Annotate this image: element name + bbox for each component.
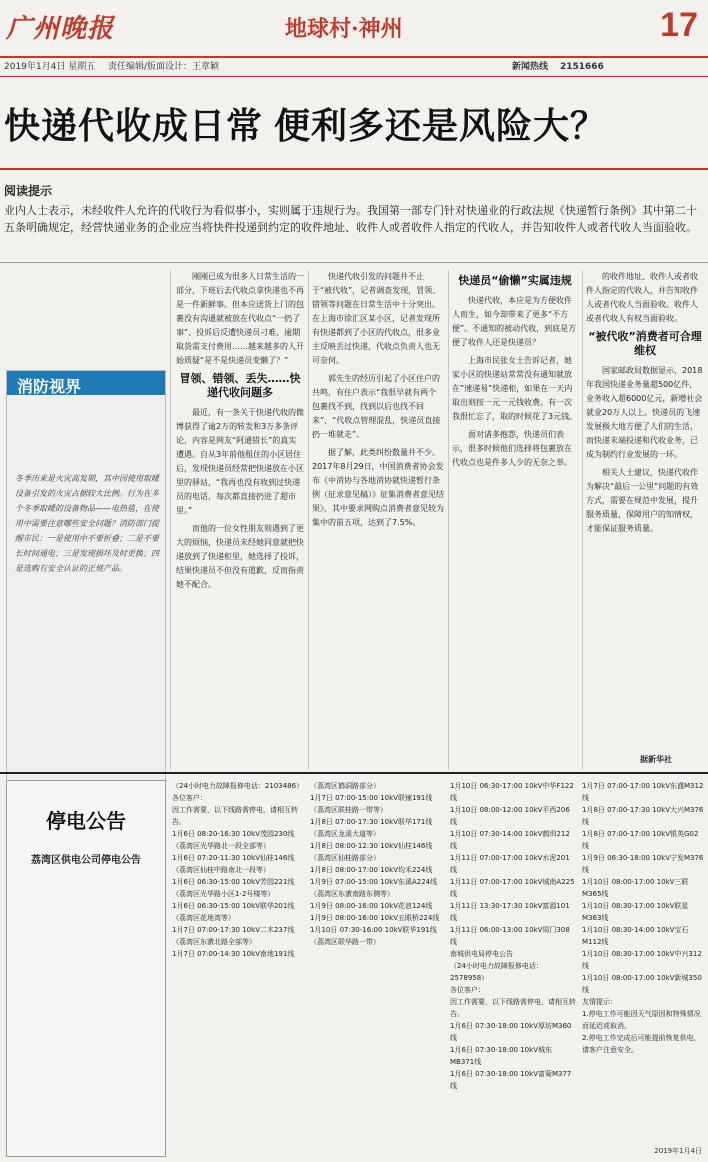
outage-line: 1月10日 08:00-17:00 10kV三联M365线 bbox=[582, 878, 689, 898]
subheading: 快递员“偷懒”实属违规 bbox=[458, 274, 572, 287]
outage-line: 因工作需要，以下线路需停电，请相互转告。 bbox=[172, 806, 298, 826]
byline: 据新华社 bbox=[640, 755, 672, 764]
outage-line: 1.停电工作可能因天气原因和特殊情况而延迟或取消。 bbox=[582, 1010, 701, 1030]
outage-line: 1月11日 13:30-17:30 10kV富源101线 bbox=[450, 902, 570, 922]
outage-line: 1月11日 06:00-13:00 10kV周门308线 bbox=[450, 926, 570, 946]
outage-line: 1月7日 07:00-15:00 10kV联铺191线 bbox=[310, 794, 433, 802]
column-divider bbox=[448, 270, 449, 770]
column-divider bbox=[582, 270, 583, 770]
outage-line: （荔湾区东漖北路全部等） bbox=[172, 938, 256, 946]
sidebar-title: 消防视界 bbox=[17, 377, 82, 396]
section-name: 地球村·神州 bbox=[285, 16, 403, 42]
outage-line: 1月6日 07:30-18:00 10kV城东MB371线 bbox=[450, 1046, 552, 1066]
subheading: 冒领、错领、丢失……快递代收问题多 bbox=[179, 372, 301, 399]
headline-rule bbox=[0, 168, 708, 170]
subheading: “被代收”消费者可合理维权 bbox=[588, 330, 702, 357]
editors: 责任编辑/版面设计：王章颖 bbox=[108, 62, 220, 72]
outage-line: 1月9日 07:00-15:00 10kV东溪A224线 bbox=[310, 878, 438, 886]
outage-line: （荔湾区鹤洞路部分） bbox=[310, 782, 380, 790]
sidebar-body: 冬季历来是火灾高发期，其中因使用取暖设备引发的火灾占据较大比例。行为在多个冬季取暖的设备物品——电热毯，在使用中需要注意哪些安全问题？消防部门提醒市民：一是使用中不要折叠；二是不要长时间通电；三是发现损坏及时更换；四是选购有安全认证的正规产品。 bbox=[15, 474, 159, 573]
tips-rule bbox=[0, 262, 708, 263]
outage-line: 1月8日 07:00-17:00 10kV银英G02线 bbox=[582, 830, 699, 850]
fire-safety-sidebar bbox=[6, 370, 166, 792]
section-rule bbox=[0, 772, 708, 774]
outage-column-3 bbox=[450, 780, 576, 1155]
hotline-label: 新闻热线 bbox=[512, 62, 549, 72]
meta-line bbox=[0, 56, 708, 77]
outage-line: （荔湾区东漖南路东侧等） bbox=[310, 890, 394, 898]
reading-tips-body: 业内人士表示，未经收件人允许的代收行为看似事小，实则属于违规行为。我国第一部专门针对快递业的行政法规《快递暂行条例》其中第二十五条明确规定，经营快递业务的企业应当将快件投递到约定的收件地址、收件人或者收件人指定的代收人，并告知收件人或者代收人当面验收。 bbox=[4, 204, 697, 234]
paragraph: 据了解，此类纠纷数量并不少。2017年8月29日，中国消费者协会发布《中消协与各地消协就快递暂行条例（征求意见稿）》征集消费者意见结果》，其中要求网购点消费者意见较为集中的前五项，达到了7.5%。 bbox=[312, 448, 444, 527]
outage-line: 1月6日 07:30-18:00 10kV富菊M377线 bbox=[450, 1070, 572, 1090]
outage-line: 1月10日 08:30-17:00 10kV中兴312线 bbox=[582, 950, 702, 970]
paragraph: 快递代收，本应是为方便收件人而生，如今却带来了更多“不方便”。不通知的被动代收，到底是方便了收件人还是快递员？ bbox=[452, 296, 577, 347]
outage-column-1 bbox=[172, 780, 304, 1155]
paragraph: 而他的一位女性朋友则遇到了更大的烦恼，快递员未经她同意就把快递放到了快递柜里，她选择了投诉，结果快递员不但没有道歉，反而指责她不配合。 bbox=[176, 524, 304, 589]
outage-line: 1月6日 07:30-18:00 10kV厚坊M360线 bbox=[450, 1022, 572, 1042]
notice-subtitle: 荔湾区供电公司停电公告 bbox=[31, 855, 141, 866]
paragraph: 面对诸多抱怨，快递员们表示，很多时候他们选择将包裹放在代收点也是件多人少的无奈之举。 bbox=[452, 430, 572, 467]
paragraph: 最近，有一条关于快递代收的微博获得了逾2万的转发和3万多条评论，内容是网友“阿通错长”的真实遭遇。自从3年前他租住的小区居住后，发现快递员经常把快递放在小区里的驿站，“我再也没有收到过快递员的电话，每次都直接扔进了超市里。” bbox=[176, 408, 304, 515]
outage-line: （荔湾区龙溪大道等） bbox=[310, 830, 380, 838]
outage-line: 2.停电工作完成后可能提前恢复供电，请客户注意安全。 bbox=[582, 1034, 701, 1054]
footer-date: 2019年1月4日 bbox=[654, 1147, 702, 1155]
outage-line: （荔湾区仙桂路部分） bbox=[310, 854, 380, 862]
notice-title: 停电公告 bbox=[46, 809, 126, 833]
outage-line: 1月11日 07:00-17:00 10kV水泥201线 bbox=[450, 854, 570, 874]
outage-column-2 bbox=[310, 780, 444, 1155]
issue-date: 2019年1月4日 星期五 bbox=[4, 62, 96, 72]
outage-line: 1月10日 08:00-17:00 10kV新城350线 bbox=[582, 974, 702, 994]
outage-line: 1月10日 07:30-14:00 10kV鹤圳212线 bbox=[450, 830, 570, 850]
outage-line: （24小时电力故障报修电话：2103486） bbox=[172, 782, 304, 790]
reading-tips-title: 阅读提示 bbox=[4, 184, 53, 198]
paragraph: 郭先生的经历引起了小区住户的共鸣，有住户表示“我很早就有两个包裹找不到，找到以后也找不回来”，“代收点管理混乱，快递员直接扔一堆就走”。 bbox=[312, 374, 441, 439]
headline: 快递代收成日常 便利多还是风险大？ bbox=[4, 105, 608, 146]
paragraph: 快递代收引发的问题并不止于“被代收”，记者调查发现，冒领、错领等问题在日常生活中十分突出。在上海市徐汇区某小区，记者发现所有快递都到了小区的代收点，很多业主反映丢过快递，代收点负责人也无可奈何。 bbox=[312, 272, 441, 365]
paragraph: 刚刚已成为很多人日常生活的一部分，下班后去代收点拿快递也不再是一件新鲜事。但本应送货上门的包裹没有沟通就被放在代收点“一扔了事”、投诉后反遭快递员刁难、逾期取货需支付费用……越来越多的人开始质疑“是不是快递员变懒了？” bbox=[176, 272, 304, 365]
paragraph: 的收件地址、收件人或者收件人指定的代收人，并告知收件人或者代收人当面验收。收件人或者代收人有权当面验收。 bbox=[586, 272, 698, 323]
outage-line: 1月10日 07:30-16:00 10kV联华191线 bbox=[310, 926, 437, 934]
outage-line: 1月10日 06:30-17:00 10kV中华F122线 bbox=[450, 782, 574, 802]
outage-line: 各位客户： bbox=[450, 986, 485, 994]
outage-line: 1月6日 07:20-11:30 10kV仙桂146线 bbox=[172, 854, 295, 862]
outage-line: 1月6日 08:20-16:30 10kV茂园230线 bbox=[172, 830, 295, 838]
outage-line: 1月10日 08:30-17:00 10kV联星M363线 bbox=[582, 902, 689, 922]
outage-line: 1月8日 08:00-12:30 10kV仙桂146线 bbox=[310, 842, 433, 850]
outage-column-4 bbox=[582, 780, 704, 1155]
outage-line: 因工作需要，以下线路需停电，请相互转告。 bbox=[450, 998, 576, 1018]
column-divider bbox=[170, 270, 171, 770]
outage-line: 1月9日 08:00-16:00 10kV花浪124线 bbox=[310, 902, 433, 910]
outage-line: 1月8日 07:00-17:30 10kV联华171线 bbox=[310, 818, 433, 826]
paper-name: 广州晚报 bbox=[6, 14, 115, 44]
outage-notice-box bbox=[6, 780, 166, 1157]
outage-line: 1月10日 08:30-14:00 10kV宝石M112线 bbox=[582, 926, 689, 946]
outage-line: 1月7日 07:00-14:30 10kV南地191线 bbox=[172, 950, 295, 958]
hotline-number: 2151666 bbox=[560, 62, 604, 72]
outage-line: （24小时电力故障报修电话：2578958） bbox=[450, 962, 543, 982]
outage-line: 南城供电局停电公告 bbox=[450, 950, 513, 958]
outage-line: 1月6日 06:30-15:00 10kV联华201线 bbox=[172, 902, 295, 910]
outage-line: 1月9日 08:00-16:00 10kV五眼桥224线 bbox=[310, 914, 440, 922]
article-column-1 bbox=[176, 270, 304, 770]
column-divider bbox=[308, 270, 309, 770]
outage-line: 友情提示： bbox=[582, 998, 617, 1006]
article-column-3 bbox=[452, 270, 578, 770]
paragraph: 国家邮政局数据显示，2018年我国快递业务量超500亿件，业务收入超6000亿元，新增社会就业20万人以上。快递员的飞速发展极大地方便了人们的生活，而快递末端投递和代收业务，已成为制约行业发展的一环。 bbox=[586, 366, 703, 459]
outage-line: （荔湾区联桂路一带等） bbox=[310, 806, 387, 814]
outage-line: （荔湾区光华路北一段全部等） bbox=[172, 842, 270, 850]
outage-line: 1月9日 06:30-18:00 10kV宁发M376线 bbox=[582, 854, 704, 874]
outage-line: 1月10日 08:00-12:00 10kV平西206线 bbox=[450, 806, 570, 826]
masthead bbox=[0, 0, 708, 58]
outage-line: 1月11日 07:00-17:00 10kV城南A225线 bbox=[450, 878, 575, 898]
outage-line: 1月8日 07:00-17:30 10kV大兴M376线 bbox=[582, 806, 704, 826]
outage-line: 1月7日 07:00-17:00 10kV东盛M312线 bbox=[582, 782, 704, 802]
outage-line: 1月8日 08:00-17:00 10kV均禾224线 bbox=[310, 866, 433, 874]
article-column-4 bbox=[586, 270, 704, 770]
outage-line: 1月7日 07:00-17:30 10kV二木237线 bbox=[172, 926, 295, 934]
outage-line: （荔湾区联华路一带） bbox=[310, 938, 380, 946]
paragraph: 相关人士建议，快递代收作为解决“最后一公里”问题的有效方式，需要在规范中发展，提升服务质量，保障用户的知情权，才能保证服务质量。 bbox=[586, 468, 699, 533]
outage-line: 各位客户： bbox=[172, 794, 207, 802]
article-column-2 bbox=[312, 270, 444, 770]
outage-line: （荔湾区花地湾等） bbox=[172, 914, 235, 922]
paragraph: 上海市民张女士告诉记者，她家小区的快递站常常没有通知就放在“速递易”快递柜，如果在一天内取出则按一元一元钱收费。有一次我很忙忘了，取的时候花了3元钱。 bbox=[452, 356, 578, 421]
outage-line: （荔湾区仙桂中路南北一段等） bbox=[172, 866, 270, 874]
outage-line: （荔湾区光华路小区1-2号楼等） bbox=[172, 890, 275, 898]
page-number: 17 bbox=[660, 6, 698, 44]
outage-line: 1月6日 06:30-15:00 10kV芳园221线 bbox=[172, 878, 295, 886]
